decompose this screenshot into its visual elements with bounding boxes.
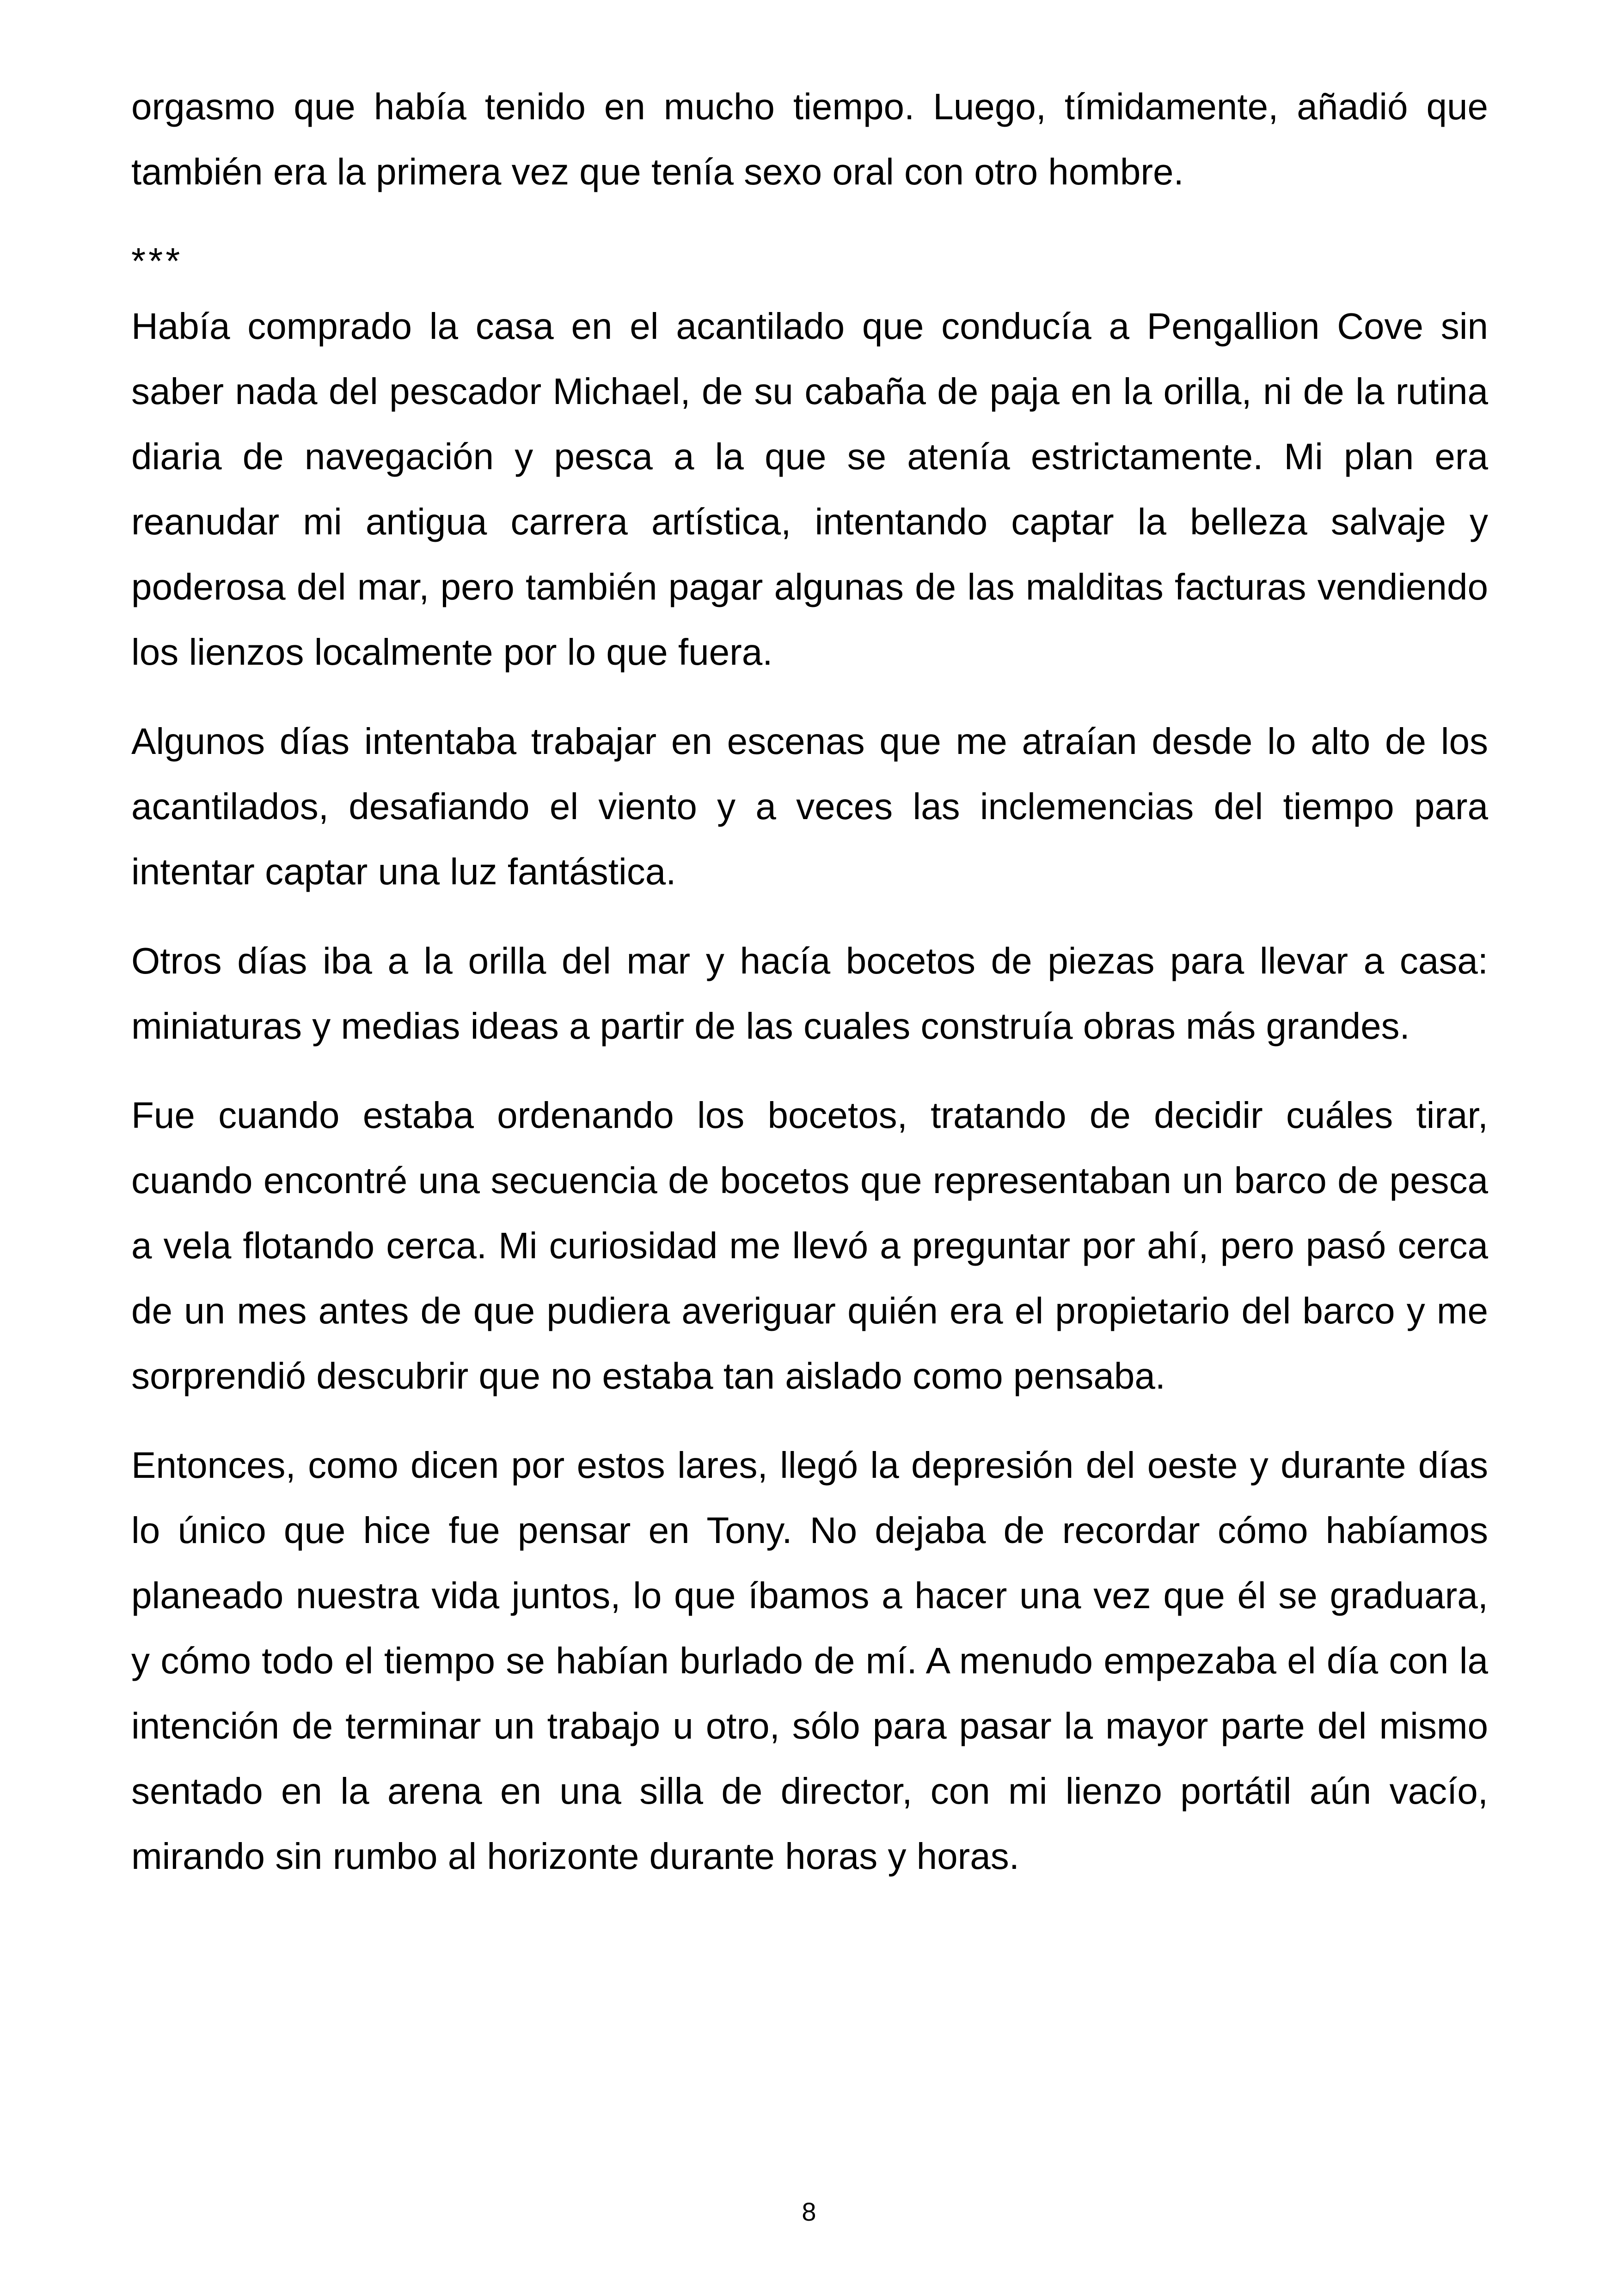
paragraph: Fue cuando estaba ordenando los bocetos, tratando de decidir cuáles tirar, cuando encontré una secuencia de bocetos que representaban un barco de pesca a vela flotando cerca. Mi curiosidad me llevó a preguntar por ahí, pero pasó cerca de un mes antes de que pudiera averiguar quién era el propietario del barco y me sorprendió descubrir que no estaba tan aislado como pensaba. <box>131 1095 1488 1396</box>
paragraph-continuation: orgasmo que había tenido en mucho tiempo. Luego, tímidamente, añadió que también era la primera vez que tenía sexo oral con otro hombre. <box>131 86 1488 192</box>
paragraph: Entonces, como dicen por estos lares, llegó la depresión del oeste y durante días lo único que hice fue pensar en Tony. No dejaba de recordar cómo habíamos planeado nuestra vida juntos, lo que íbamos a hacer una vez que él se graduara, y cómo todo el tiempo se habían burlado de mí. A menudo empezaba el día con la intención de terminar un trabajo u otro, sólo para pasar la mayor parte del mismo sentado en la arena en una silla de director, con mi lienzo portátil aún vacío, mirando sin rumbo al horizonte durante horas y horas. <box>131 1445 1488 1877</box>
paragraph: Otros días iba a la orilla del mar y hacía bocetos de piezas para llevar a casa: miniaturas y medias ideas a partir de las cuales construía obras más grandes. <box>131 940 1488 1047</box>
page-number: 8 <box>802 2197 816 2226</box>
scene-separator: *** <box>131 240 183 282</box>
paragraph: Había comprado la casa en el acantilado que conducía a Pengallion Cove sin saber nada del pescador Michael, de su cabaña de paja en la orilla, ni de la rutina diaria de navegación y pesca a la que se atenía estrictamente. Mi plan era reanudar mi antigua carrera artística, intentando captar la belleza salvaje y poderosa del mar, pero también pagar algunas de las malditas facturas vendiendo los lienzos localmente por lo que fuera. <box>131 306 1488 673</box>
paragraph: Algunos días intentaba trabajar en escenas que me atraían desde lo alto de los acantilados, desafiando el viento y a veces las inclemencias del tiempo para intentar captar una luz fantástica. <box>131 721 1488 892</box>
page-body <box>131 74 1488 1889</box>
